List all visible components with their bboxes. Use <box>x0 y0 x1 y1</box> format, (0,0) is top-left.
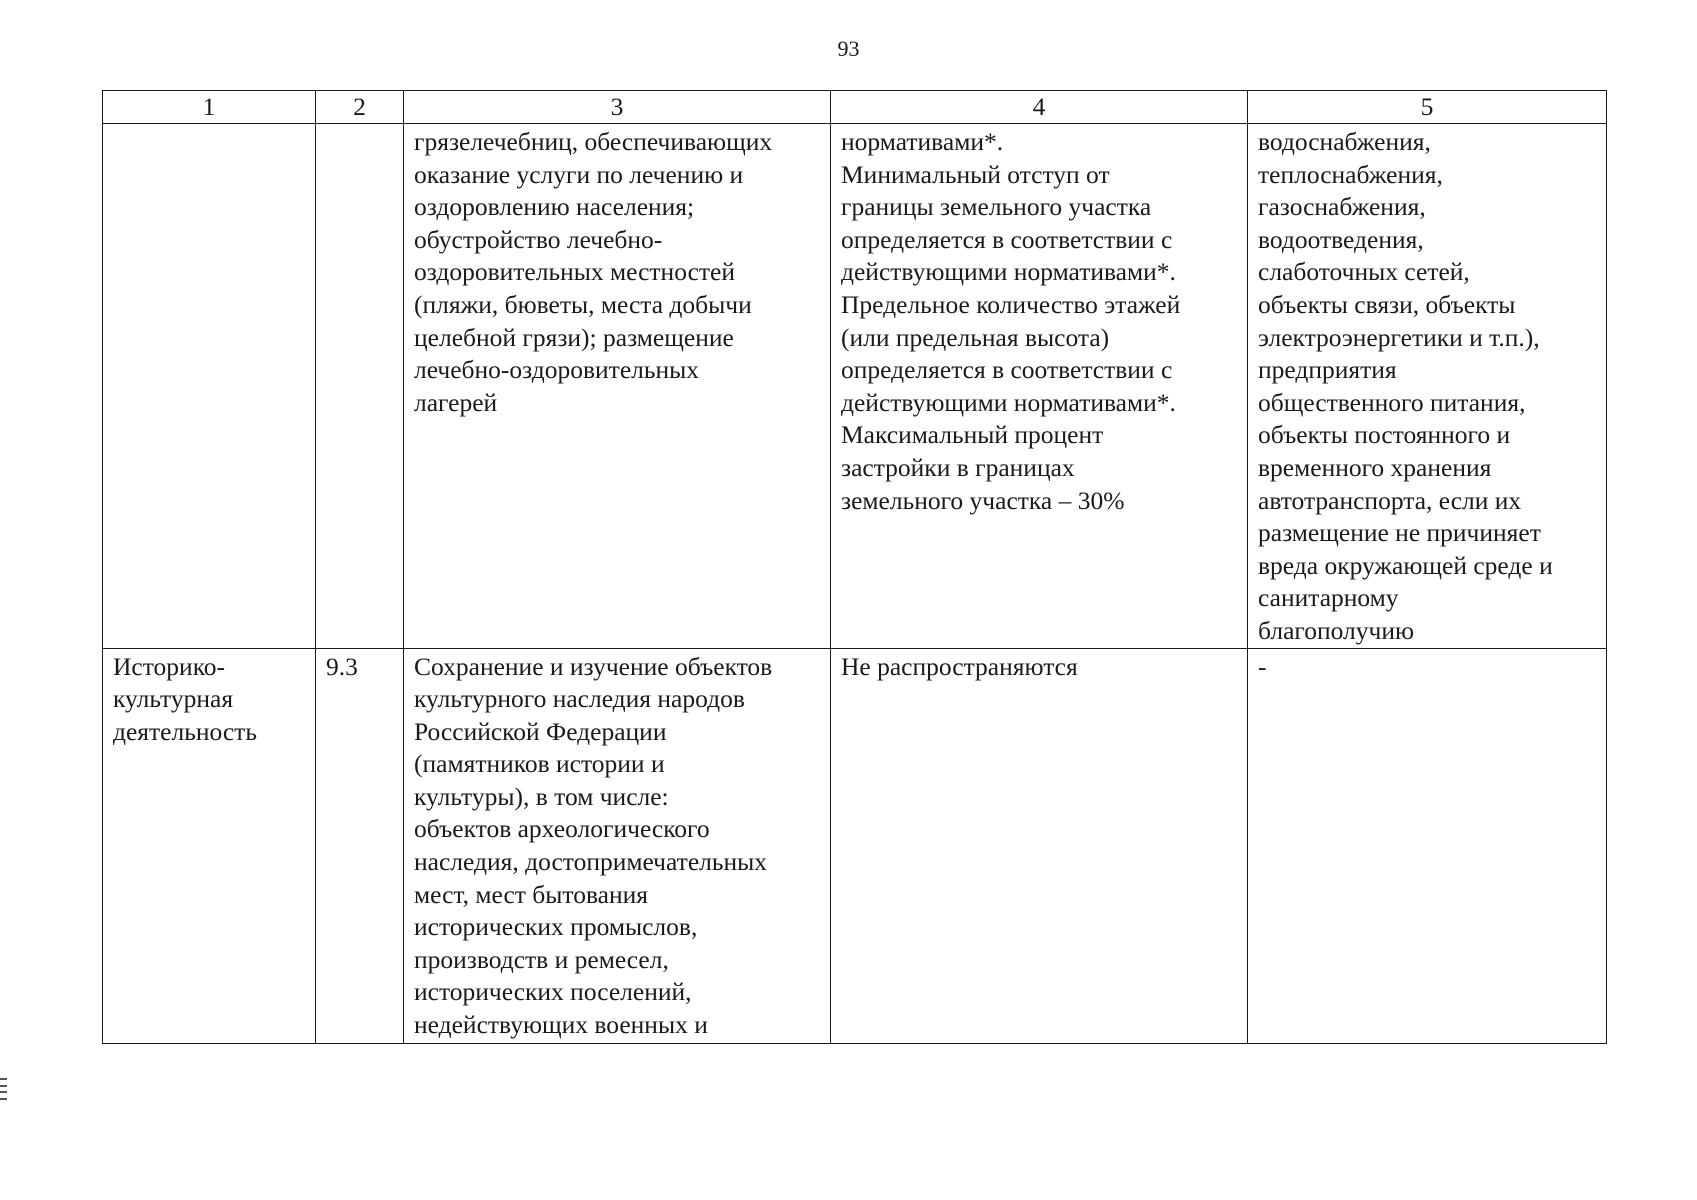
header-cell-2: 2 <box>316 91 404 124</box>
table-row <box>103 124 1607 649</box>
header-cell-3: 3 <box>404 91 831 124</box>
cell-activity-name <box>103 124 316 649</box>
cell-parameters: Не распространяются <box>831 648 1248 1043</box>
table-row <box>103 648 1607 1043</box>
header-cell-4: 4 <box>831 91 1248 124</box>
page-number: 93 <box>837 36 860 61</box>
table-header-row <box>103 91 1607 124</box>
cell-activity-code <box>316 124 404 649</box>
header-cell-5: 5 <box>1248 91 1607 124</box>
cell-activity-code: 9.3 <box>316 648 404 1043</box>
cell-activity-description: Сохранение и изучение объектов культурного наследия народов Российской Федерации (памятников истории и культуры), в том числе: объектов археологического наследия, достопримечательных мест, мест бытования исторических промыслов, производств и ремесел, исторических поселений, недействующих военных и <box>404 648 831 1043</box>
header-cell-1: 1 <box>103 91 316 124</box>
cell-parameters: нормативами*. Минимальный отступ от границы земельного участка определяется в соответствии с действующими нормативами*. Предельное количество этажей (или предельная высота) определяется в соответствии с действующими нормативами*. Максимальный процент застройки в границах земельного участка – 30% <box>831 124 1248 649</box>
cell-auxiliary-uses: водоснабжения, теплоснабжения, газоснабжения, водоотведения, слаботочных сетей, объекты связи, объекты электроэнергетики и т.п.), предприятия общественного питания, объекты постоянного и временного хранения автотранспорта, если их размещение не причиняет вреда окружающей среде и санитарному благополучию <box>1248 124 1607 649</box>
cell-activity-name: Историко- культурная деятельность <box>103 648 316 1043</box>
margin-scan-mark <box>0 1078 8 1100</box>
land-use-table <box>102 90 1607 1044</box>
cell-auxiliary-uses: - <box>1248 648 1607 1043</box>
cell-activity-description: грязелечебниц, обеспечивающих оказание услуги по лечению и оздоровлению населения; обустройство лечебно- оздоровительных местностей (пляжи, бюветы, места добычи целебной грязи); размещение лечебно-оздоровительных лагерей <box>404 124 831 649</box>
